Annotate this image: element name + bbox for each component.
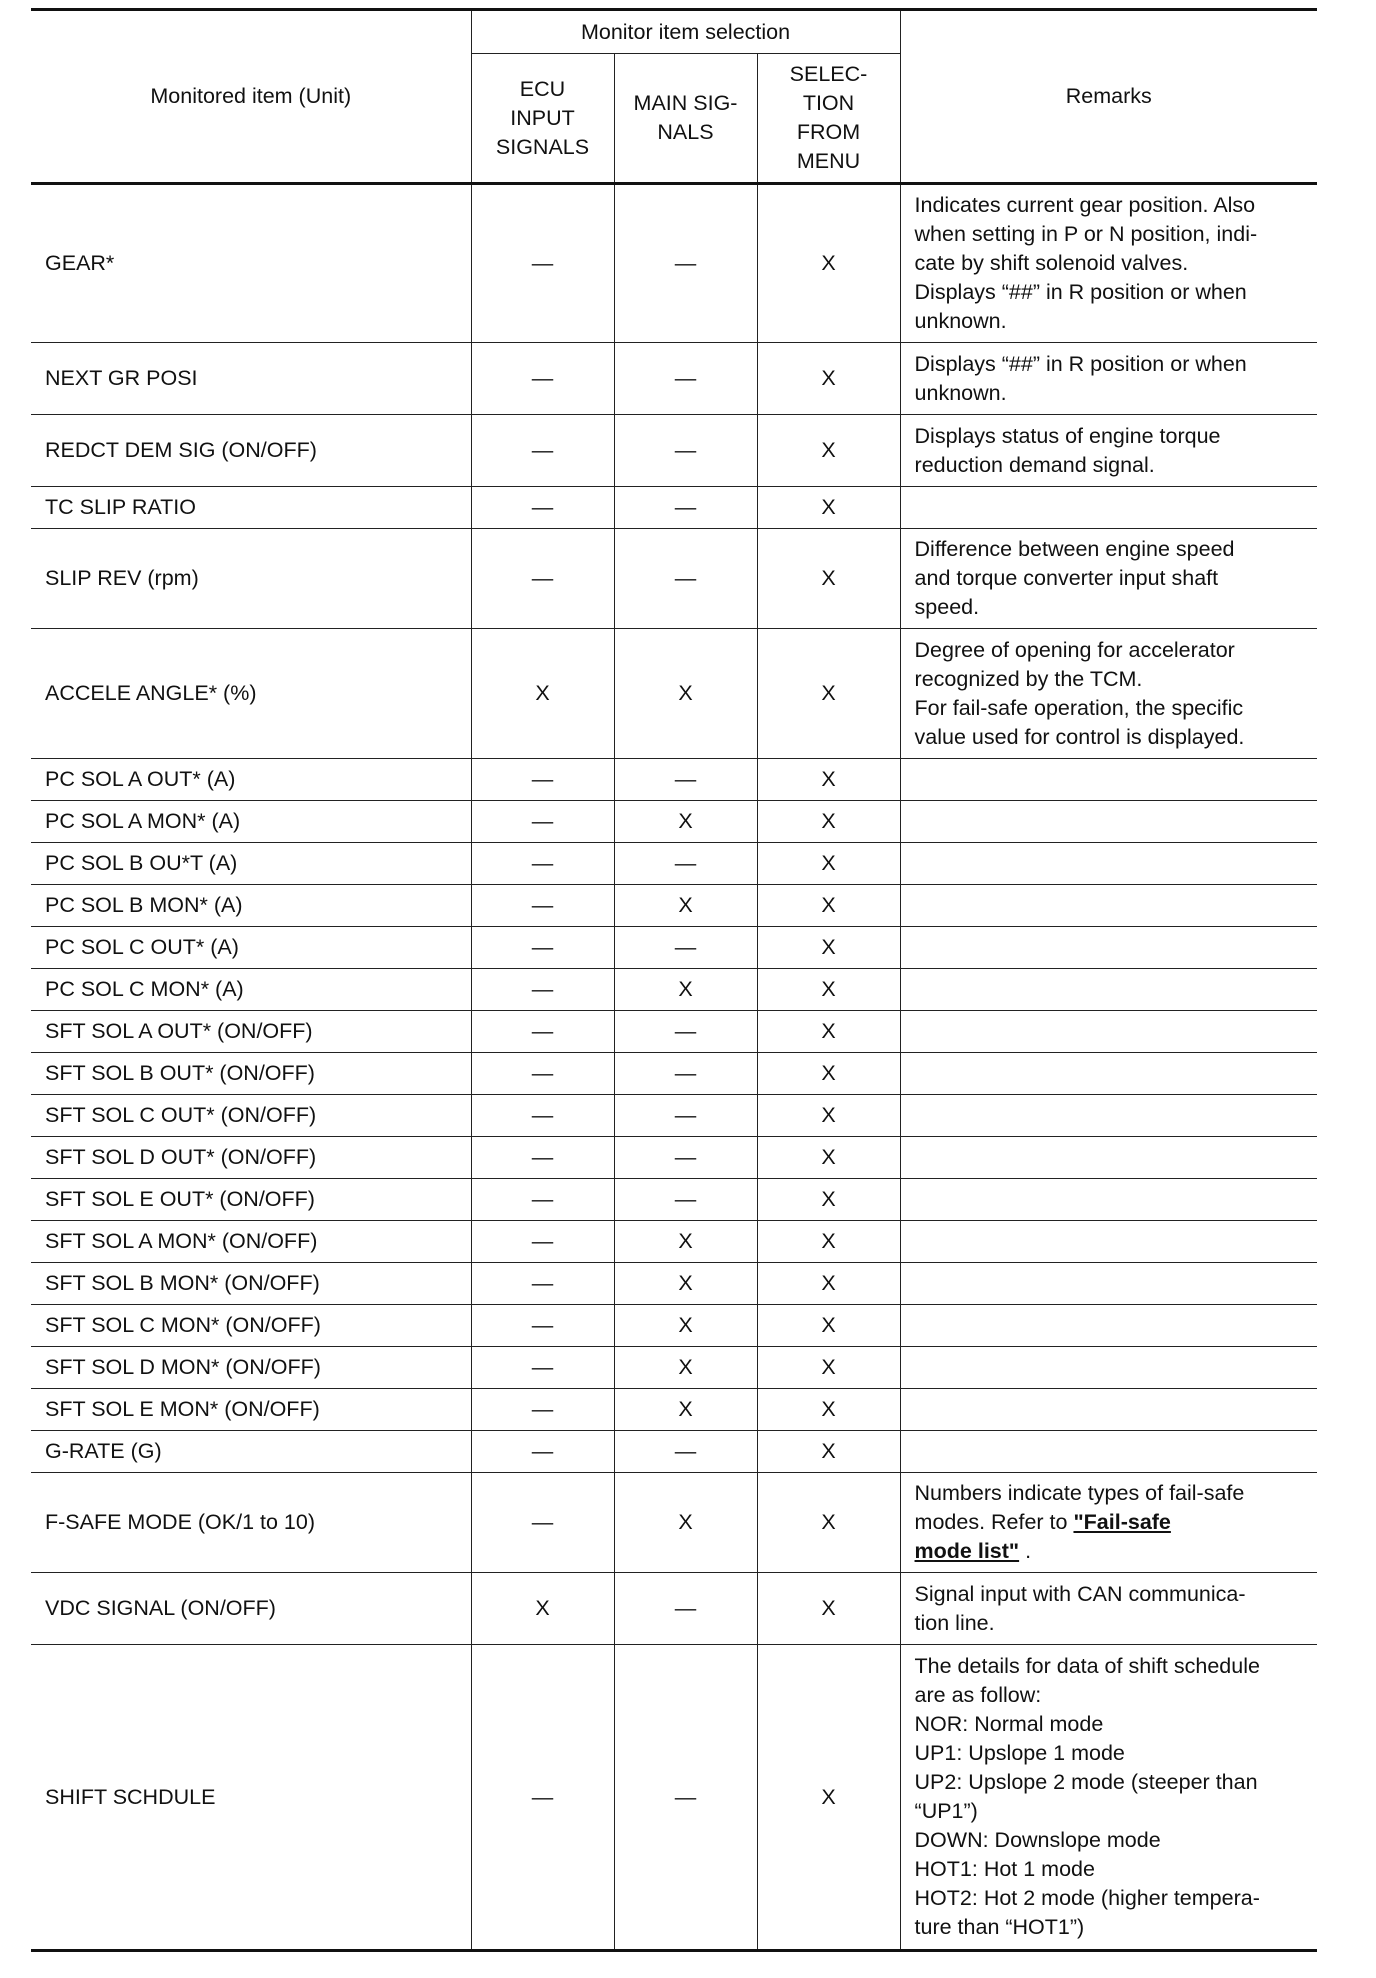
remarks-cell bbox=[900, 1645, 1317, 1951]
selection-menu-mark: X bbox=[757, 1431, 900, 1473]
table-row bbox=[31, 1053, 1317, 1095]
remarks-cell bbox=[900, 1431, 1317, 1473]
remarks-cell bbox=[900, 885, 1317, 927]
remarks-cell bbox=[900, 1179, 1317, 1221]
remarks-line bbox=[915, 1508, 1310, 1537]
remarks-cell bbox=[900, 1573, 1317, 1645]
remarks-text: “UP1”) bbox=[914, 1799, 978, 1823]
main-signals-mark: X bbox=[614, 1473, 757, 1573]
remarks-text: Signal input with CAN communica- bbox=[914, 1581, 1246, 1606]
ecu-input-mark: — bbox=[471, 529, 614, 629]
monitored-item-cell: PC SOL C MON* (A) bbox=[31, 969, 471, 1011]
remarks-line bbox=[915, 564, 1310, 593]
main-signals-mark: — bbox=[614, 927, 757, 969]
remarks-text: The details for data of shift schedule bbox=[914, 1654, 1260, 1678]
selection-menu-mark: X bbox=[757, 343, 900, 415]
main-signals-mark: X bbox=[614, 969, 757, 1011]
main-signals-mark: — bbox=[614, 1053, 757, 1095]
main-signals-mark: X bbox=[614, 1263, 757, 1305]
remarks-cell bbox=[900, 1473, 1317, 1573]
table-row bbox=[31, 1263, 1317, 1305]
remarks-cell bbox=[900, 1137, 1317, 1179]
selection-menu-mark: X bbox=[757, 1179, 900, 1221]
monitored-item-cell: GEAR* bbox=[31, 184, 471, 343]
table-row bbox=[31, 1137, 1317, 1179]
remarks-cell bbox=[900, 184, 1317, 343]
header-selection-from-menu: SELEC- TION FROM MENU bbox=[757, 54, 900, 184]
monitored-item-cell: NEXT GR POSI bbox=[31, 343, 471, 415]
remarks-line bbox=[915, 1913, 1310, 1942]
table-row bbox=[31, 969, 1317, 1011]
header-remarks: Remarks bbox=[900, 10, 1317, 184]
main-signals-mark: X bbox=[614, 1305, 757, 1347]
selection-menu-mark: X bbox=[757, 885, 900, 927]
remarks-line bbox=[915, 350, 1310, 379]
selection-menu-mark: X bbox=[757, 927, 900, 969]
remarks-line bbox=[915, 535, 1310, 564]
fail-safe-mode-list-link[interactable]: "Fail-safe bbox=[1073, 1510, 1171, 1534]
table-row bbox=[31, 927, 1317, 969]
monitored-item-cell: PC SOL B MON* (A) bbox=[31, 885, 471, 927]
monitored-item-cell: PC SOL A MON* (A) bbox=[31, 801, 471, 843]
remarks-cell bbox=[900, 759, 1317, 801]
remarks-text: value used for control is displayed. bbox=[914, 724, 1245, 749]
selection-menu-mark: X bbox=[757, 184, 900, 343]
ecu-input-mark: — bbox=[471, 1263, 614, 1305]
monitored-item-cell: SFT SOL A MON* (ON/OFF) bbox=[31, 1221, 471, 1263]
remarks-cell bbox=[900, 1011, 1317, 1053]
remarks-cell bbox=[900, 843, 1317, 885]
ecu-input-mark: — bbox=[471, 1431, 614, 1473]
monitored-item-cell: SFT SOL D MON* (ON/OFF) bbox=[31, 1347, 471, 1389]
table-row bbox=[31, 843, 1317, 885]
remarks-cell bbox=[900, 969, 1317, 1011]
remarks-cell bbox=[900, 1263, 1317, 1305]
remarks-line bbox=[915, 1710, 1310, 1739]
monitored-item-cell: ACCELE ANGLE* (%) bbox=[31, 629, 471, 759]
ecu-input-mark: X bbox=[471, 629, 614, 759]
remarks-text: Displays “##” in R position or when bbox=[914, 280, 1247, 304]
table-row bbox=[31, 1473, 1317, 1573]
remarks-text: UP1: Upslope 1 mode bbox=[914, 1741, 1125, 1765]
table-row bbox=[31, 759, 1317, 801]
remarks-line bbox=[915, 1797, 1310, 1826]
monitored-item-cell: PC SOL C OUT* (A) bbox=[31, 927, 471, 969]
remarks-cell bbox=[900, 1221, 1317, 1263]
selection-menu-mark: X bbox=[757, 1011, 900, 1053]
remarks-cell bbox=[900, 343, 1317, 415]
selection-menu-mark: X bbox=[757, 1347, 900, 1389]
monitored-item-cell: SLIP REV (rpm) bbox=[31, 529, 471, 629]
table-row bbox=[31, 1573, 1317, 1645]
main-signals-mark: X bbox=[614, 629, 757, 759]
remarks-line bbox=[915, 723, 1310, 752]
ecu-input-mark: — bbox=[471, 1179, 614, 1221]
monitored-item-cell: G-RATE (G) bbox=[31, 1431, 471, 1473]
ecu-input-mark: — bbox=[471, 1347, 614, 1389]
monitored-item-cell: SFT SOL C OUT* (ON/OFF) bbox=[31, 1095, 471, 1137]
header-main-signals: MAIN SIG- NALS bbox=[614, 54, 757, 184]
remarks-cell bbox=[900, 801, 1317, 843]
table-row bbox=[31, 1431, 1317, 1473]
ecu-input-mark: — bbox=[471, 759, 614, 801]
remarks-text: ture than “HOT1”) bbox=[914, 1915, 1085, 1939]
remarks-line bbox=[915, 422, 1310, 451]
monitored-item-cell: SHIFT SCHDULE bbox=[31, 1645, 471, 1951]
table-row bbox=[31, 1179, 1317, 1221]
remarks-text: Numbers indicate types of fail-safe bbox=[914, 1481, 1245, 1505]
ecu-input-mark: — bbox=[471, 969, 614, 1011]
ecu-input-mark: — bbox=[471, 1389, 614, 1431]
monitored-item-cell: TC SLIP RATIO bbox=[31, 487, 471, 529]
monitored-item-cell: SFT SOL C MON* (ON/OFF) bbox=[31, 1305, 471, 1347]
main-signals-mark: — bbox=[614, 184, 757, 343]
remarks-line bbox=[915, 1580, 1310, 1609]
selection-menu-mark: X bbox=[757, 1573, 900, 1645]
table-body bbox=[31, 184, 1317, 1951]
table-row bbox=[31, 487, 1317, 529]
remarks-cell bbox=[900, 1305, 1317, 1347]
selection-menu-mark: X bbox=[757, 487, 900, 529]
remarks-line bbox=[915, 665, 1310, 694]
selection-menu-mark: X bbox=[757, 529, 900, 629]
remarks-text: speed. bbox=[914, 595, 980, 619]
remarks-text: unknown. bbox=[914, 309, 1007, 333]
monitor-item-table bbox=[31, 8, 1317, 1952]
remarks-line bbox=[915, 1855, 1310, 1884]
table-row bbox=[31, 1095, 1317, 1137]
selection-menu-mark: X bbox=[757, 1305, 900, 1347]
ecu-input-mark: — bbox=[471, 487, 614, 529]
remarks-cell bbox=[900, 1389, 1317, 1431]
header-ecu-input-signals: ECU INPUT SIGNALS bbox=[471, 54, 614, 184]
remarks-line bbox=[915, 1739, 1310, 1768]
selection-menu-mark: X bbox=[757, 759, 900, 801]
table-row bbox=[31, 529, 1317, 629]
table-row bbox=[31, 1011, 1317, 1053]
remarks-text: cate by shift solenoid valves. bbox=[914, 251, 1189, 275]
remarks-text: Indicates current gear position. Also bbox=[914, 193, 1256, 217]
monitored-item-cell: SFT SOL A OUT* (ON/OFF) bbox=[31, 1011, 471, 1053]
monitored-item-cell: SFT SOL B OUT* (ON/OFF) bbox=[31, 1053, 471, 1095]
remarks-line bbox=[915, 1826, 1310, 1855]
remarks-line bbox=[915, 1884, 1310, 1913]
remarks-text: Degree of opening for accelerator bbox=[914, 637, 1235, 662]
remarks-line bbox=[915, 1479, 1310, 1508]
remarks-line bbox=[915, 307, 1310, 336]
main-signals-mark: — bbox=[614, 1011, 757, 1053]
main-signals-mark: — bbox=[614, 759, 757, 801]
remarks-text: unknown. bbox=[914, 380, 1007, 405]
table-row bbox=[31, 1645, 1317, 1951]
remarks-text: modes. Refer to bbox=[914, 1510, 1074, 1534]
main-signals-mark: — bbox=[614, 1431, 757, 1473]
fail-safe-mode-list-link[interactable]: mode list" bbox=[914, 1539, 1020, 1563]
remarks-line bbox=[915, 636, 1310, 665]
ecu-input-mark: — bbox=[471, 927, 614, 969]
monitored-item-cell: SFT SOL B MON* (ON/OFF) bbox=[31, 1263, 471, 1305]
remarks-line bbox=[915, 1537, 1310, 1566]
remarks-line bbox=[915, 278, 1310, 307]
main-signals-mark: X bbox=[614, 801, 757, 843]
remarks-text: HOT1: Hot 1 mode bbox=[914, 1857, 1095, 1881]
table-row bbox=[31, 801, 1317, 843]
remarks-line bbox=[915, 593, 1310, 622]
remarks-cell bbox=[900, 629, 1317, 759]
remarks-cell bbox=[900, 1095, 1317, 1137]
remarks-line bbox=[915, 1681, 1310, 1710]
ecu-input-mark: — bbox=[471, 1137, 614, 1179]
main-signals-mark: — bbox=[614, 843, 757, 885]
ecu-input-mark: — bbox=[471, 1305, 614, 1347]
selection-menu-mark: X bbox=[757, 629, 900, 759]
remarks-text: reduction demand signal. bbox=[914, 452, 1155, 477]
remarks-line bbox=[915, 1652, 1310, 1681]
selection-menu-mark: X bbox=[757, 1221, 900, 1263]
table-row bbox=[31, 184, 1317, 343]
selection-menu-mark: X bbox=[757, 1053, 900, 1095]
remarks-cell bbox=[900, 415, 1317, 487]
ecu-input-mark: — bbox=[471, 1011, 614, 1053]
remarks-line bbox=[915, 1768, 1310, 1797]
ecu-input-mark: X bbox=[471, 1573, 614, 1645]
ecu-input-mark: — bbox=[471, 801, 614, 843]
header-monitored-item: Monitored item (Unit) bbox=[31, 10, 471, 184]
monitored-item-cell: REDCT DEM SIG (ON/OFF) bbox=[31, 415, 471, 487]
remarks-text: DOWN: Downslope mode bbox=[914, 1828, 1161, 1852]
monitored-item-cell: SFT SOL D OUT* (ON/OFF) bbox=[31, 1137, 471, 1179]
table-row bbox=[31, 885, 1317, 927]
main-signals-mark: X bbox=[614, 1347, 757, 1389]
table-row bbox=[31, 1305, 1317, 1347]
remarks-cell bbox=[900, 487, 1317, 529]
ecu-input-mark: — bbox=[471, 1095, 614, 1137]
selection-menu-mark: X bbox=[757, 1095, 900, 1137]
selection-menu-mark: X bbox=[757, 969, 900, 1011]
remarks-line bbox=[915, 191, 1310, 220]
remarks-line bbox=[915, 694, 1310, 723]
ecu-input-mark: — bbox=[471, 184, 614, 343]
ecu-input-mark: — bbox=[471, 843, 614, 885]
main-signals-mark: — bbox=[614, 1137, 757, 1179]
selection-menu-mark: X bbox=[757, 1473, 900, 1573]
main-signals-mark: — bbox=[614, 529, 757, 629]
remarks-cell bbox=[900, 927, 1317, 969]
main-signals-mark: — bbox=[614, 1179, 757, 1221]
main-signals-mark: X bbox=[614, 1389, 757, 1431]
remarks-line bbox=[915, 379, 1310, 408]
remarks-cell bbox=[900, 1347, 1317, 1389]
monitored-item-cell: SFT SOL E MON* (ON/OFF) bbox=[31, 1389, 471, 1431]
ecu-input-mark: — bbox=[471, 885, 614, 927]
main-signals-mark: X bbox=[614, 1221, 757, 1263]
main-signals-mark: — bbox=[614, 343, 757, 415]
table-row bbox=[31, 629, 1317, 759]
monitored-item-cell: F-SAFE MODE (OK/1 to 10) bbox=[31, 1473, 471, 1573]
ecu-input-mark: — bbox=[471, 1645, 614, 1951]
remarks-text: . bbox=[1019, 1539, 1032, 1563]
monitored-item-cell: PC SOL B OU*T (A) bbox=[31, 843, 471, 885]
monitored-item-cell: PC SOL A OUT* (A) bbox=[31, 759, 471, 801]
selection-menu-mark: X bbox=[757, 1389, 900, 1431]
monitored-item-cell: SFT SOL E OUT* (ON/OFF) bbox=[31, 1179, 471, 1221]
selection-menu-mark: X bbox=[757, 801, 900, 843]
remarks-text: and torque converter input shaft bbox=[914, 566, 1219, 590]
remarks-line bbox=[915, 451, 1310, 480]
ecu-input-mark: — bbox=[471, 1053, 614, 1095]
remarks-line bbox=[915, 220, 1310, 249]
table-row bbox=[31, 1347, 1317, 1389]
main-signals-mark: — bbox=[614, 487, 757, 529]
remarks-text: are as follow: bbox=[914, 1683, 1042, 1707]
ecu-input-mark: — bbox=[471, 1221, 614, 1263]
main-signals-mark: — bbox=[614, 1645, 757, 1951]
remarks-text: UP2: Upslope 2 mode (steeper than bbox=[914, 1770, 1258, 1794]
selection-menu-mark: X bbox=[757, 1645, 900, 1951]
table-row bbox=[31, 1389, 1317, 1431]
remarks-line bbox=[915, 249, 1310, 278]
remarks-cell bbox=[900, 1053, 1317, 1095]
table-row bbox=[31, 415, 1317, 487]
table-row bbox=[31, 343, 1317, 415]
remarks-text: Displays “##” in R position or when bbox=[914, 351, 1247, 376]
ecu-input-mark: — bbox=[471, 1473, 614, 1573]
remarks-text: tion line. bbox=[914, 1610, 995, 1635]
remarks-text: Difference between engine speed bbox=[914, 537, 1235, 561]
main-signals-mark: X bbox=[614, 885, 757, 927]
remarks-text: when setting in P or N position, indi- bbox=[914, 222, 1258, 246]
remarks-line bbox=[915, 1609, 1310, 1638]
remarks-cell bbox=[900, 529, 1317, 629]
main-signals-mark: — bbox=[614, 415, 757, 487]
selection-menu-mark: X bbox=[757, 1263, 900, 1305]
remarks-text: NOR: Normal mode bbox=[914, 1712, 1104, 1736]
header-monitor-item-selection: Monitor item selection bbox=[471, 10, 900, 54]
selection-menu-mark: X bbox=[757, 1137, 900, 1179]
table-row bbox=[31, 1221, 1317, 1263]
selection-menu-mark: X bbox=[757, 843, 900, 885]
remarks-text: recognized by the TCM. bbox=[914, 666, 1143, 691]
remarks-text: Displays status of engine torque bbox=[914, 423, 1221, 448]
ecu-input-mark: — bbox=[471, 415, 614, 487]
remarks-text: HOT2: Hot 2 mode (higher tempera- bbox=[914, 1886, 1260, 1910]
monitored-item-cell: VDC SIGNAL (ON/OFF) bbox=[31, 1573, 471, 1645]
selection-menu-mark: X bbox=[757, 415, 900, 487]
main-signals-mark: — bbox=[614, 1573, 757, 1645]
ecu-input-mark: — bbox=[471, 343, 614, 415]
remarks-text: For fail-safe operation, the specific bbox=[914, 695, 1244, 720]
main-signals-mark: — bbox=[614, 1095, 757, 1137]
